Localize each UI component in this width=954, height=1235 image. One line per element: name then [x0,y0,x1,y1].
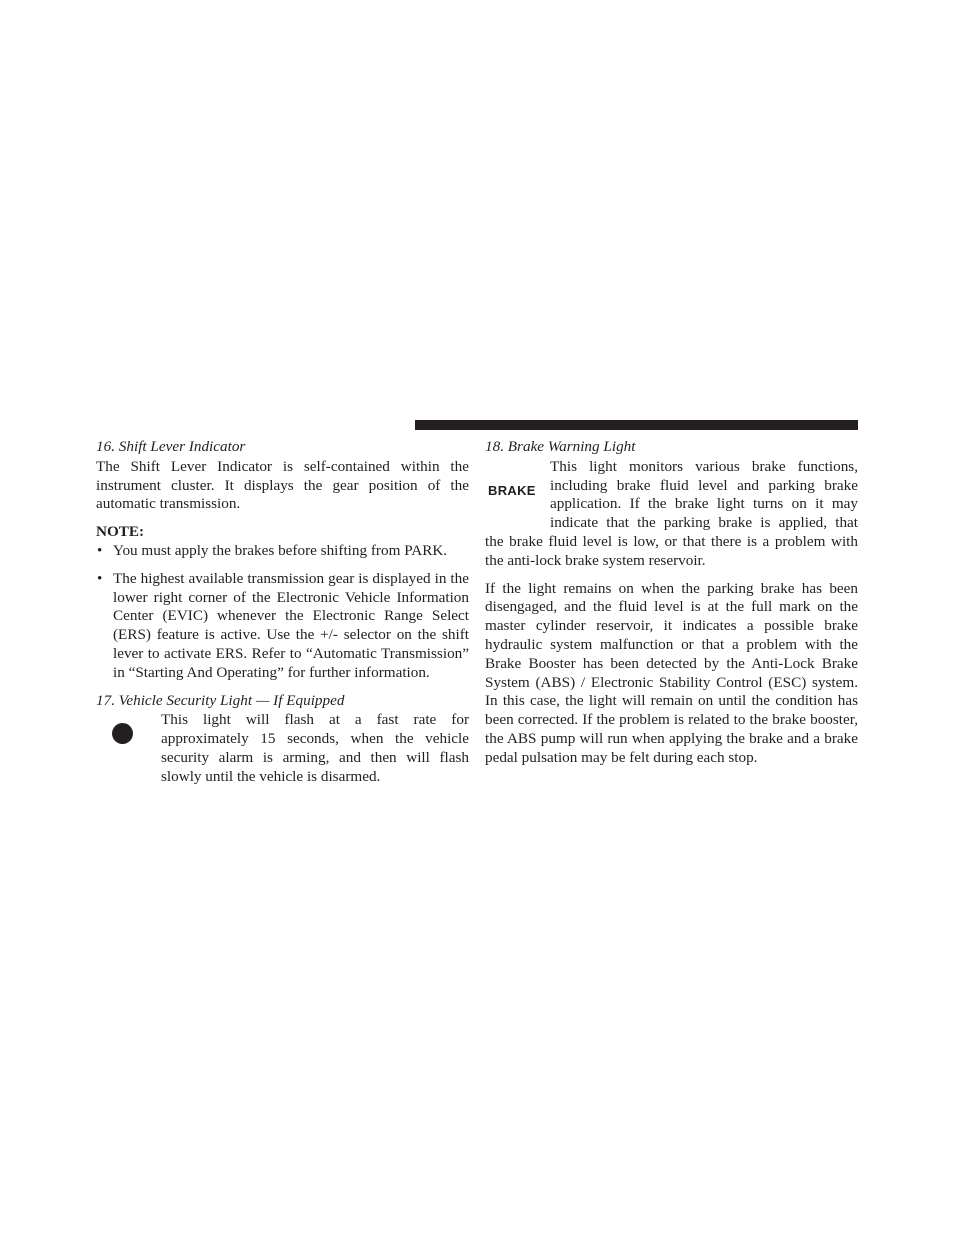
note-label: NOTE: [96,523,145,541]
brake-body-line: application. If the brake light turns on it may [550,495,858,513]
vehicle-security-light-heading: 17. Vehicle Security Light — If Equipped [96,691,345,709]
note-text: The highest available transmission gear is displayed in the lower right corner of the Electronic Vehicle Information Center (EVIC) whenever the Electronic Range Select (ERS) feature is active. Use the +/- selector on the shift lever to activate ERS. Refer to “Automatic Transmission” in “Starting And Operating” for further information. [113,569,469,681]
brake-warning-light-block [485,438,858,571]
shift-lever-indicator-body: The Shift Lever Indicator is self-contained within the instrument cluster. It displays the gear position of the automatic transmission. [96,457,469,513]
shift-lever-indicator-heading: 16. Shift Lever Indicator [96,438,246,455]
note-list-item [96,542,469,561]
brake-warning-light-heading: 18. Brake Warning Light [485,438,636,455]
brake-body-rest: the brake fluid level is low, or that there is a problem with the anti-lock brake system reservoir. [485,532,858,569]
brake-body-line: This light monitors various brake functions, [550,457,858,475]
note-list-item [96,570,469,683]
right-column [485,438,858,768]
security-light-icon [112,723,133,744]
brake-body-line: indicate that the parking brake is applied, that [550,514,858,532]
brake-warning-icon: BRAKE [488,483,536,498]
vehicle-security-light-body: This light will flash at a fast rate for approximately 15 seconds, when the vehicle security alarm is arming, and then will flash slowly until the vehicle is disarmed. [161,711,469,785]
note-list [96,542,469,683]
vehicle-security-light-block [96,692,469,787]
note-text: You must apply the brakes before shifting from PARK. [113,541,448,559]
section-header-rule [415,420,858,430]
bullet-icon: • [97,541,103,559]
brake-warning-light-body-2: If the light remains on when the parking brake has been disengaged, and the fluid level is at the full mark on the master cylinder reservoir, it indicates a possible brake hydraulic system malfunction or that a problem with the Brake Booster has been detected by the Anti-Lock Brake System (ABS) / Electronic Stability Control (ESC) system. In this case, the light will remain on until the condition has been corrected. If the problem is related to the brake booster, the ABS pump will run when applying the brake and a brake pedal pulsation may be felt during each stop. [485,579,858,766]
left-column [96,438,469,787]
brake-body-line: including brake fluid level and parking brake [550,476,858,494]
bullet-icon: • [97,569,103,587]
